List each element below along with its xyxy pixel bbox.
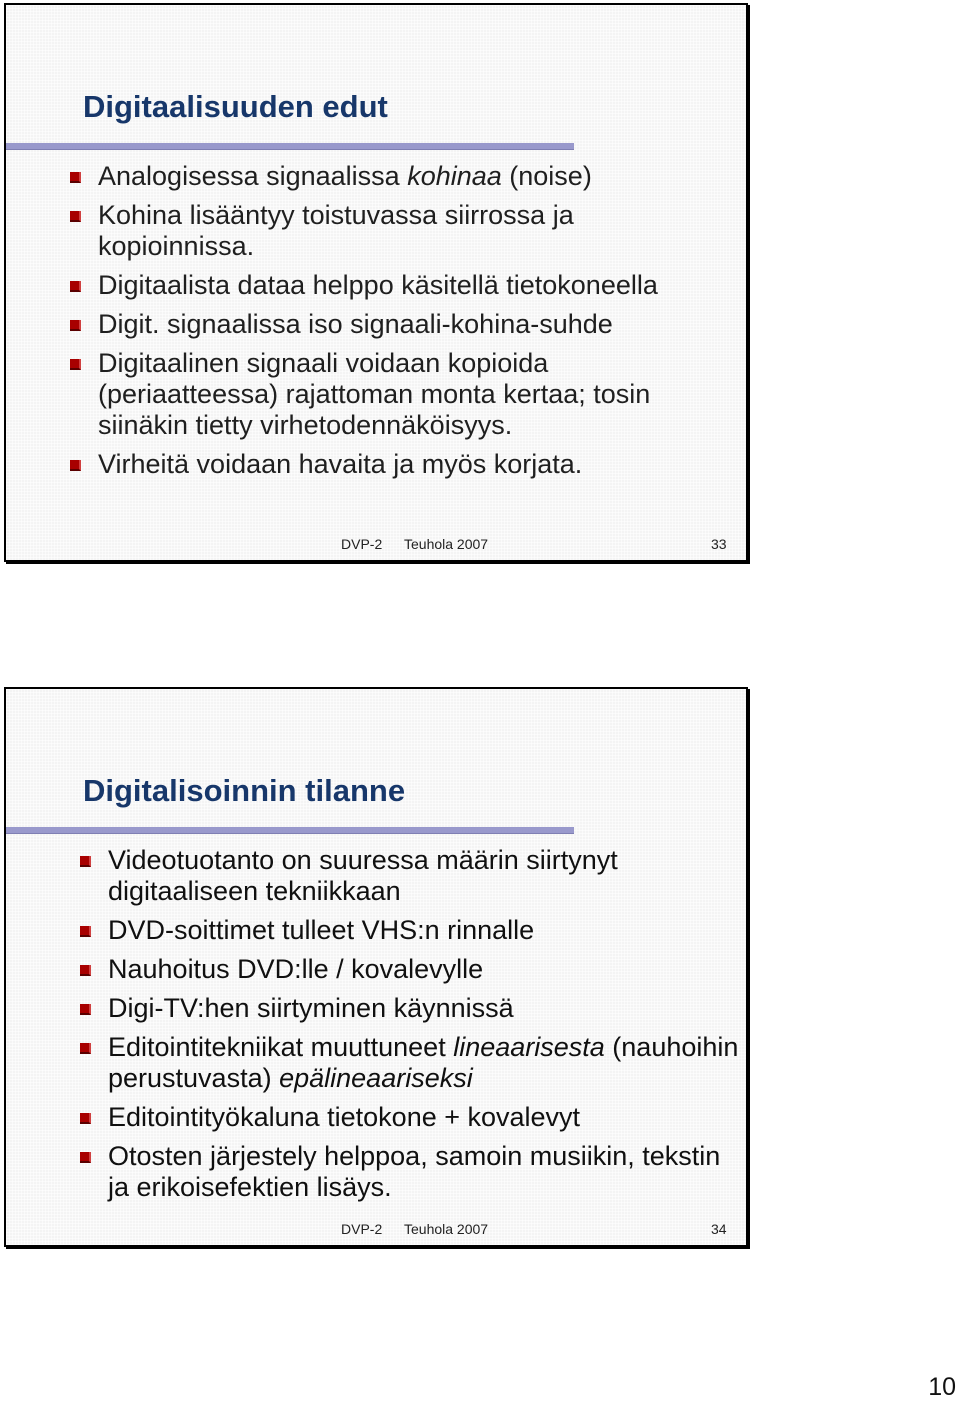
bullet-item <box>80 1102 740 1133</box>
footer-course: DVP-2 <box>341 1221 383 1237</box>
bullet-text: Videotuotanto on suuressa määrin siirtynyt digitaaliseen tekniikkaan <box>108 845 618 906</box>
slide-33 <box>4 3 748 562</box>
bullet-list <box>80 845 740 1211</box>
bullet-list <box>70 161 730 488</box>
bullet-text: Virheitä voidaan havaita ja myös korjata. <box>98 449 583 479</box>
bullet-text-italic: epälineaariseksi <box>279 1063 473 1093</box>
bullet-item <box>70 449 730 480</box>
bullet-item <box>80 1032 740 1094</box>
bullet-item <box>70 270 730 301</box>
bullet-text-italic: lineaarisesta <box>453 1032 605 1062</box>
slide-34 <box>4 687 748 1247</box>
bullet-text: Digi-TV:hen siirtyminen käynnissä <box>108 993 514 1023</box>
square-bullet-icon <box>80 856 91 867</box>
bullet-text: Editointitekniikat muuttuneet <box>108 1032 454 1062</box>
bullet-item <box>70 200 730 262</box>
square-bullet-icon <box>70 172 81 183</box>
bullet-text: (nauhoihin perustuvasta) <box>108 1032 739 1093</box>
square-bullet-icon <box>80 1113 91 1124</box>
bullet-text: DVD-soittimet tulleet VHS:n rinnalle <box>108 915 535 945</box>
square-bullet-icon <box>70 211 81 222</box>
footer-slide-number: 33 <box>711 536 727 552</box>
bullet-text: Digit. signaalissa iso signaali-kohina-suhde <box>98 309 613 339</box>
square-bullet-icon <box>70 359 81 370</box>
bullet-item <box>70 161 730 192</box>
square-bullet-icon <box>80 1043 91 1054</box>
bullet-item <box>80 993 740 1024</box>
bullet-text: Analogisessa signaalissa <box>98 161 408 191</box>
slide-title: Digitalisoinnin tilanne <box>83 773 406 808</box>
bullet-item <box>80 1141 740 1203</box>
square-bullet-icon <box>80 926 91 937</box>
bullet-text: Digitaalinen signaali voidaan kopioida (periaatteessa) rajattoman monta kertaa; tosin siinäkin tietty virhetodennäköisyys. <box>98 348 651 440</box>
bullet-text: Otosten järjestely helppoa, samoin musiikin, tekstin ja erikoisefektien lisäys. <box>108 1141 721 1202</box>
bullet-text: (noise) <box>501 161 592 191</box>
bullet-item <box>80 845 740 907</box>
footer-course: DVP-2 <box>341 536 383 552</box>
square-bullet-icon <box>80 965 91 976</box>
bullet-item <box>70 348 730 441</box>
bullet-text: Nauhoitus DVD:lle / kovalevylle <box>108 954 484 984</box>
slide-title: Digitaalisuuden edut <box>83 89 388 124</box>
title-rule <box>6 143 574 150</box>
bullet-item <box>80 954 740 985</box>
square-bullet-icon <box>70 281 81 292</box>
square-bullet-icon <box>80 1152 91 1163</box>
square-bullet-icon <box>70 320 81 331</box>
footer-author: Teuhola 2007 <box>404 536 489 552</box>
bullet-text: Kohina lisääntyy toistuvassa siirrossa ja kopioinnissa. <box>98 200 574 261</box>
title-rule <box>6 827 574 834</box>
bullet-text: Editointityökaluna tietokone + kovalevyt <box>108 1102 581 1132</box>
square-bullet-icon <box>70 460 81 471</box>
footer-author: Teuhola 2007 <box>404 1221 489 1237</box>
bullet-text: Digitaalista dataa helppo käsitellä tietokoneella <box>98 270 658 300</box>
square-bullet-icon <box>80 1004 91 1015</box>
footer-slide-number: 34 <box>711 1221 727 1237</box>
bullet-text-italic: kohinaa <box>407 161 502 191</box>
page-number: 10 <box>928 1373 956 1401</box>
bullet-item <box>80 915 740 946</box>
bullet-item <box>70 309 730 340</box>
